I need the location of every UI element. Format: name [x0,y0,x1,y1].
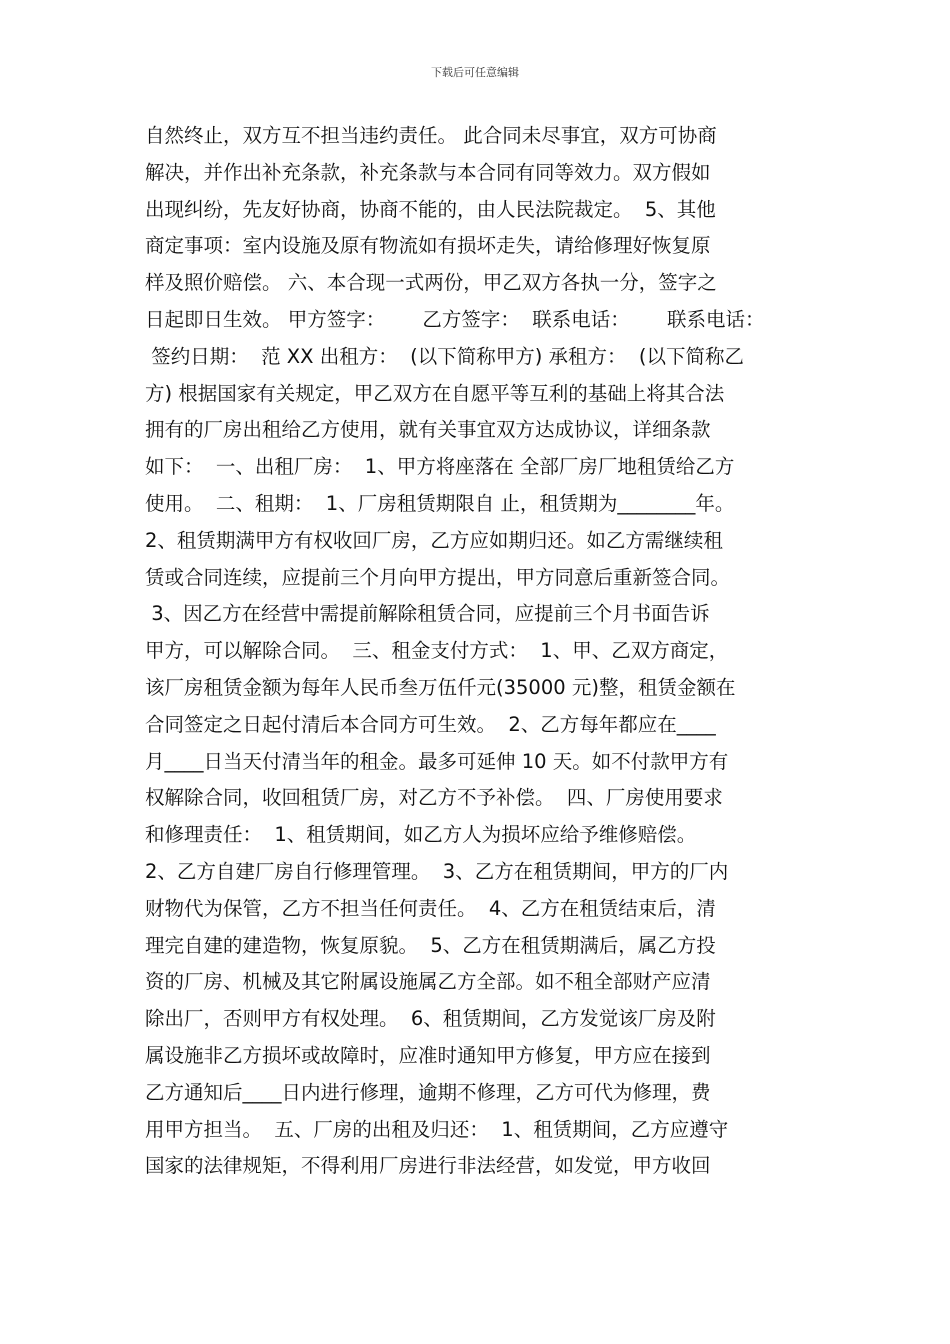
text-line: 日起即日生效。 甲方签字： 乙方签字： 联系电话： 联系电话： [145,307,765,331]
text-line: 该厂房租赁金额为每年人民币叁万伍仟元(35000 元)整，租赁金额在 [145,675,736,699]
text-line: 方) 根据国家有关规定，甲乙双方在自愿平等互利的基础上将其合法 [145,381,725,405]
text-line: 国家的法律规矩，不得利用厂房进行非法经营，如发觉，甲方收回 [145,1154,711,1178]
text-line: 拥有的厂房出租给乙方使用，就有关事宜双方达成协议，详细条款 [145,418,711,442]
text-line: 和修理责任： 1、租赁期间，如乙方人为损坏应给予维修赔偿。 [145,823,697,847]
page-header: 下载后可任意编辑 [431,66,519,79]
text-line: 解决，并作出补充条款，补充条款与本合同有同等效力。双方假如 [145,160,711,184]
text-line: 权解除合同，收回租赁厂房，对乙方不予补偿。 四、厂房使用要求 [145,786,723,810]
text-line: 2、租赁期满甲方有权收回厂房，乙方应如期归还。如乙方需继续租 [145,528,723,552]
text-line: 2、乙方自建厂房自行修理管理。 3、乙方在租赁期间，甲方的厂内 [145,859,729,883]
text-line: 财物代为保管，乙方不担当任何责任。 4、乙方在租赁结束后，清 [145,896,716,920]
text-line: 自然终止，双方互不担当违约责任。 此合同未尽事宜，双方可协商 [145,124,717,147]
text-line: 理完自建的建造物，恢复原貌。 5、乙方在租赁期满后，属乙方投 [145,933,716,957]
text-line: 合同签定之日起付清后本合同方可生效。 2、乙方每年都应在____ [145,712,716,736]
text-line: 乙方通知后____日内进行修理，逾期不修理，乙方可代为修理，费 [145,1080,711,1104]
text-line: 出现纠纷，先友好协商，协商不能的，由人民法院裁定。 5、其他 [145,197,716,221]
text-line: 属设施非乙方损坏或故障时，应准时通知甲方修复，甲方应在接到 [145,1043,711,1067]
text-line: 除出厂，否则甲方有权处理。 6、租赁期间，乙方发觉该厂房及附 [145,1007,716,1031]
contract-body [145,118,825,1185]
text-line: 商定事项：室内设施及原有物流如有损坏走失，请给修理好恢复原 [145,234,711,258]
text-line: 用甲方担当。 五、厂房的出租及归还： 1、租赁期间，乙方应遵守 [145,1117,729,1141]
text-line: 月____日当天付清当年的租金。最多可延伸 10 天。如不付款甲方有 [145,749,729,773]
text-line: 使用。 二、租期： 1、厂房租赁期限自 止，租赁期为________年。 [145,491,735,515]
text-line: 赁或合同连续，应提前三个月向甲方提出，甲方同意后重新签合同。 [145,565,731,589]
text-line: 样及照价赔偿。 六、本合现一式两份，甲乙双方各执一分，签字之 [145,271,717,295]
text-line: 资的厂房、机械及其它附属设施属乙方全部。如不租全部财产应清 [145,970,711,994]
text-line: 签约日期： 范 XX 出租方： (以下简称甲方) 承租方： (以下简称乙 [145,344,745,368]
text-line: 如下： 一、出租厂房： 1、甲方将座落在 全部厂房厂地租赁给乙方 [145,455,735,479]
text-line: 3、因乙方在经营中需提前解除租赁合同，应提前三个月书面告诉 [145,602,710,626]
text-line: 甲方，可以解除合同。 三、租金支付方式： 1、甲、乙双方商定， [145,639,729,663]
